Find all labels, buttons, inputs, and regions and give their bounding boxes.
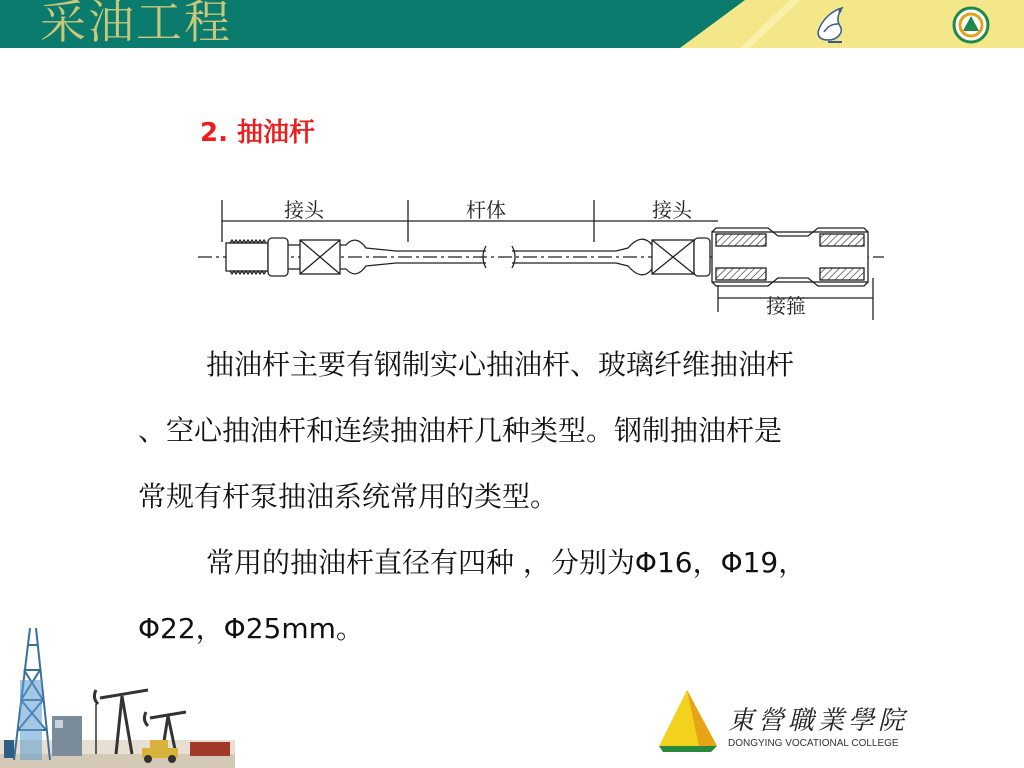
section-title: 2. 抽油杆: [200, 118, 316, 148]
oil-derrick-pumpjack-icon: [0, 620, 235, 768]
college-round-emblem-icon: [952, 6, 990, 44]
text-line: 抽油杆主要有钢制实心抽油杆、玻璃纤维抽油杆: [206, 348, 795, 381]
text-line: 常规有杆泵抽油系统常用的类型。: [138, 480, 559, 513]
label-rod-body: 杆体: [466, 198, 506, 222]
paragraph-rod-diameters: [138, 530, 928, 662]
text-line: 常用的抽油杆直径有四种 ，分别为Φ16，Φ19，: [206, 546, 807, 579]
text-line: Φ22，Φ25mm。: [138, 612, 364, 645]
header-banner: [0, 0, 1024, 48]
label-joint-left: 接头: [284, 198, 324, 222]
text-line: 、空心抽油杆和连续抽油杆几种类型。钢制抽油杆是: [138, 414, 783, 447]
sucker-rod-diagram: [196, 190, 886, 325]
label-coupling: 接箍: [766, 294, 806, 318]
college-bird-logo-icon: [812, 2, 856, 46]
label-joint-right: 接头: [652, 198, 692, 222]
course-title: 采油工程: [40, 0, 232, 48]
college-name-en: DONGYING VOCATIONAL COLLEGE: [728, 738, 899, 749]
college-name-cn: 東營職業學院: [728, 706, 909, 736]
paragraph-rod-types: [138, 332, 928, 530]
